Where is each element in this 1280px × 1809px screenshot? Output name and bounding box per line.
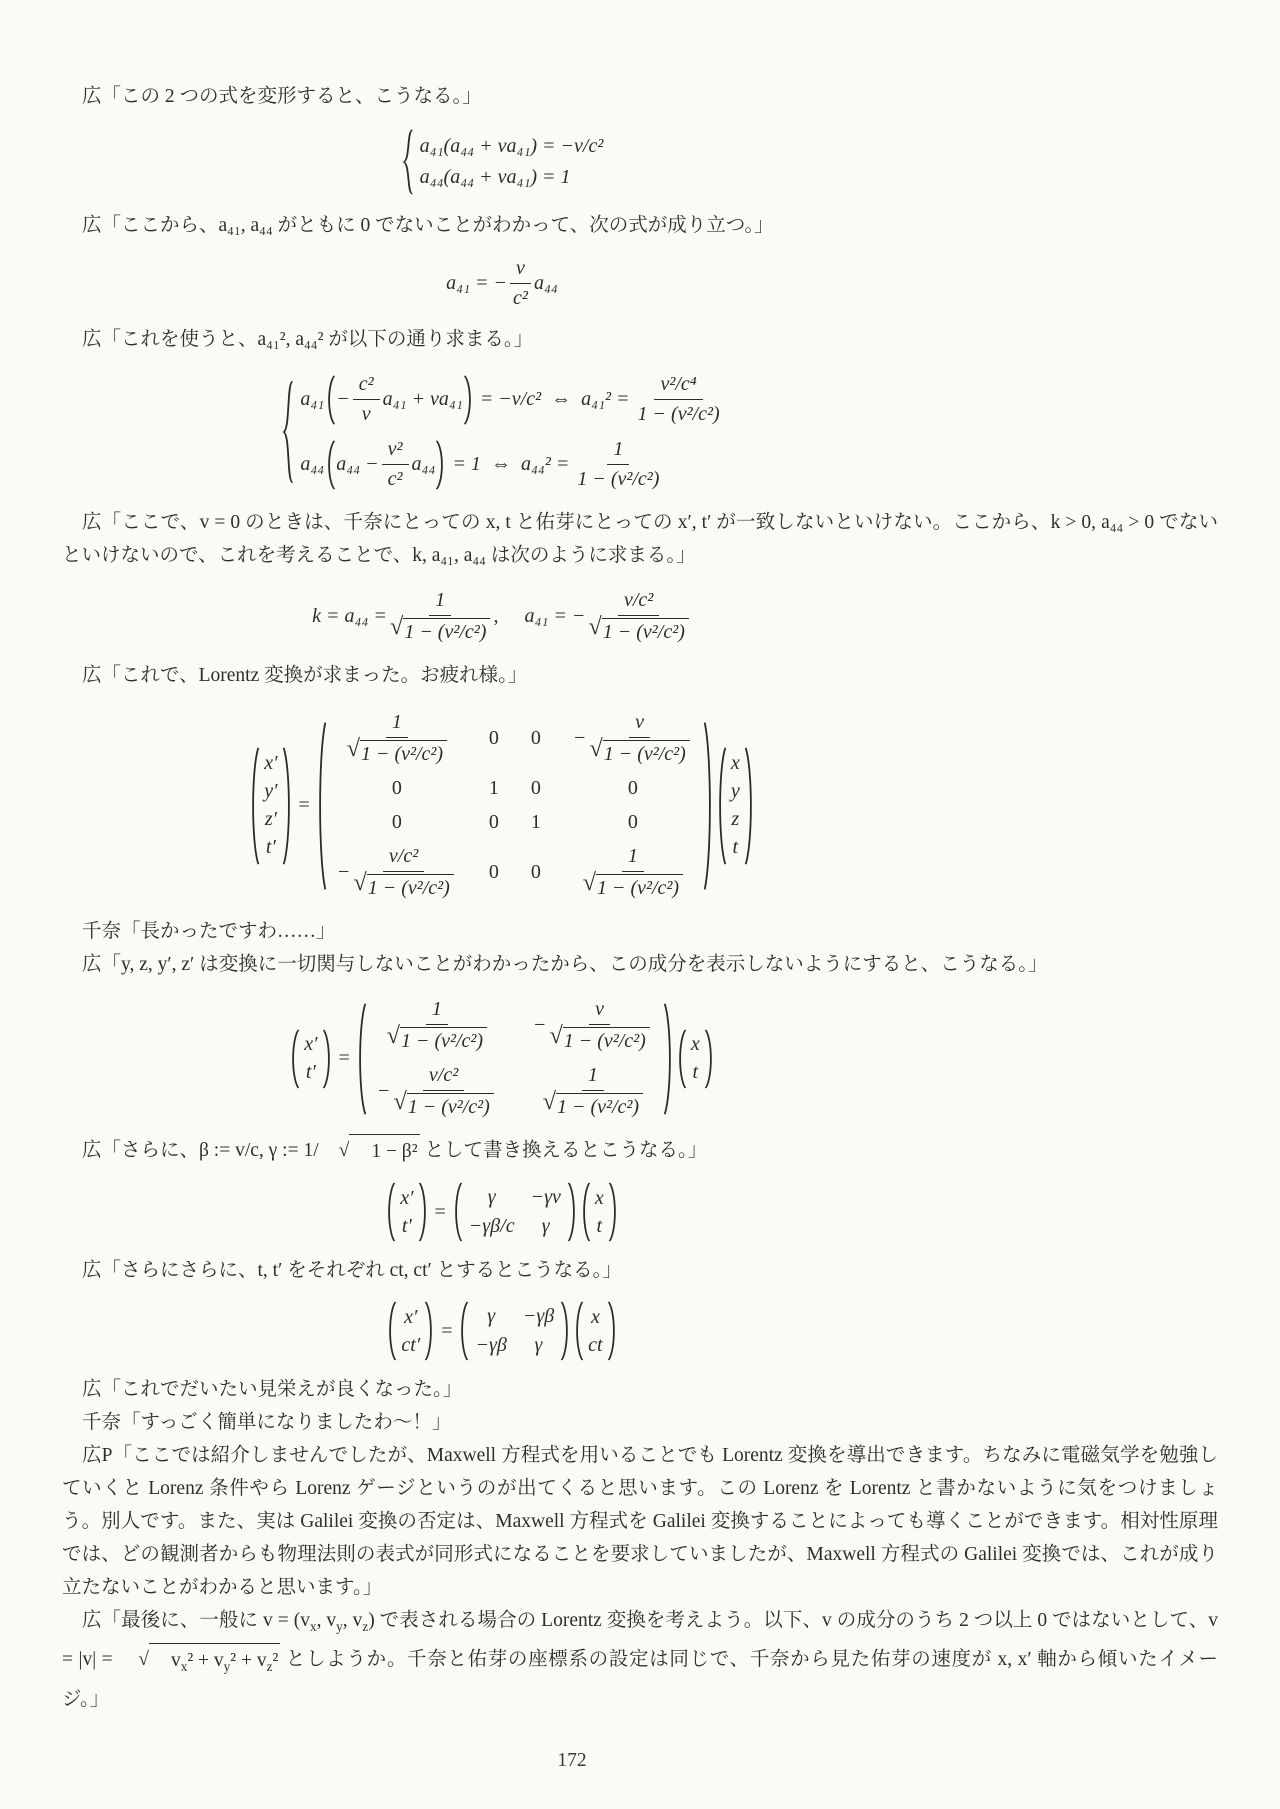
dialogue-line: 広「ここから、a₄₁, a₄₄ がともに 0 でないことがわかって、次の式が成り立つ。」 <box>82 215 774 236</box>
page-number: 172 <box>557 1749 587 1771</box>
right-paren-icon <box>703 720 715 892</box>
right-paren-icon <box>608 1182 620 1242</box>
square-root: √ 1 − (v²/c²) <box>390 618 491 645</box>
right-paren-icon <box>418 1182 430 1242</box>
dialogue-paragraph: 広P「ここでは紹介しませんでしたが、Maxwell 方程式を用いることでも Lorentz 変換を導出できます。ちなみに電磁気学を勉強していくと Lorenz 条件やら Lorenz ゲージというのが出てくると思います。この Lorenz を Lorentz と書かないように気をつけましょう。別人です。また、実は Galilei 変換の否定は、Maxwell 方程式を Galilei 変換することによっても導くことができます。相対性原理では、どの観測者からも物理法則の表式が同形式になることを要求していましたが、Maxwell 方程式の Galilei 変換では、これが成り立たないことがわかると思います。」 <box>62 1445 1218 1598</box>
equation-a41: a₄₁ = − $\frac{v}{\text{c²}}$ a₄₄ <box>446 257 558 309</box>
right-paren-icon <box>435 440 447 490</box>
right-paren-icon <box>744 746 756 866</box>
dialogue-line: 千奈「長かったですわ……」 <box>82 921 336 942</box>
equation: a₄₄ a₄₄ − $\frac{\text{v²}}{\text{c²}}$ a₄₄ = 1 ⇔ a₄₄² = $\frac{1}{\text{1 − (v²/c²)}}$ <box>300 438 660 490</box>
fraction: v √ 1 − (v²/c²) <box>589 710 690 767</box>
fraction: 1 √ 1 − (v²/c²) <box>390 588 491 645</box>
fraction: v √ 1 − (v²/c²) <box>549 997 650 1054</box>
dialogue-line: 広「y, z, y′, z′ は変換に一切関与しないことがわかったから、この成分を表示しないようにすると、こうなる。」 <box>82 954 1048 975</box>
fraction: 1 √ 1 − (v²/c²) <box>347 710 448 767</box>
matrix-4x4: 1 √ 1 − (v²/c²) 0 0 − v √ 1 − (v²/c²) 0 1 0 0 0 0 1 0 − v/c² √ 1 − (v²/c²) 0 0 1 √ 1 − (v²/c²) <box>327 710 703 901</box>
left-paren-icon <box>288 1029 300 1089</box>
left-paren-icon <box>324 440 336 490</box>
equation-k: k = a₄₄ = 1 √ 1 − (v²/c²) , a₄₁ = − v/c² √ 1 − (v²/c²) <box>62 588 942 645</box>
left-paren-icon <box>675 1029 687 1089</box>
square-root: √ $v_x^2 + v_y^2 + v_z^2$ <box>118 1643 280 1683</box>
dialogue-line: 広「さらにさらに、t, t′ をそれぞれ ct, ct′ とするとこうなる。」 <box>82 1260 622 1281</box>
dialogue-paragraph: 広「最後に、一般に $v = (v_x$, $v_y$, $v_z$) で表される場合の Lorentz 変換を考えよう。以下、v の成分のうち 2 つ以上 0 ではないとして、v = |v| = √ $v_x^2 + v_y^2 + v_z^2$ としようか。千奈と佑芽の座標系の設定は同じで、千奈から見た佑芽の速度が x, x′ 軸から傾いたイメージ。」 <box>62 1610 1219 1710</box>
dialogue-line: 広「さらに、β := v/c, γ := 1/ √ 1 − β² として書き換えるとこうなる。」 <box>62 1134 1218 1168</box>
left-paren-icon <box>451 1182 463 1242</box>
dialogue-paragraph: 広「ここで、v = 0 のときは、千奈にとっての x, t と佑芽にとっての x′, t′ が一致しないといけない。ここから、k > 0, a₄₄ > 0 でないといけないので、これを考えることで、k, a₄₁, a₄₄ は次のように求まる。」 <box>62 512 1218 566</box>
left-paren-icon <box>457 1301 469 1361</box>
right-paren-icon <box>282 746 294 866</box>
left-paren-icon <box>572 1301 584 1361</box>
matrix-entry: − v/c² √ 1 − (v²/c²) <box>337 844 457 901</box>
matrix-entry: − v/c² √ 1 − (v²/c²) <box>377 1063 497 1120</box>
square-root: √ 1 − (v²/c²) <box>588 618 689 645</box>
left-paren-icon <box>248 746 260 866</box>
right-paren-icon <box>424 1301 436 1361</box>
column-vector: x′ ct′ <box>401 1305 421 1356</box>
equation-gamma-1: x′ t′ = γ −γv −γβ/c γ x t <box>62 1182 942 1242</box>
equation: a₄₁(a₄₄ + va₄₁) = −v/c² <box>419 135 604 157</box>
left-paren-icon <box>355 1002 367 1116</box>
square-root: √ 1 − β² <box>319 1134 420 1168</box>
dialogue-line: 千奈「すっごく簡単になりましたわ〜！」 <box>82 1412 452 1433</box>
left-paren-icon <box>385 1301 397 1361</box>
dialogue-line: 広「これでだいたい見栄えが良くなった。」 <box>82 1379 463 1400</box>
left-paren-icon <box>324 375 336 425</box>
right-paren-icon <box>567 1182 579 1242</box>
fraction: v/c² √ 1 − (v²/c²) <box>353 844 454 901</box>
equation: a₄₁ − $\frac{\text{c²}}{v}$ a₄₁ + va₄₁ = −v/c² ⇔ a₄₁² = $\frac{\text{v²/c⁴}}{\text{1 − (v²/c²)}}$ <box>300 373 720 425</box>
fraction: $\frac{\text{v²/c⁴}}{\text{1 − (v²/c²)}}$ <box>637 373 720 425</box>
right-paren-icon <box>463 375 475 425</box>
right-paren-icon <box>704 1029 716 1089</box>
left-brace-icon <box>401 129 414 195</box>
matrix-2x2: γ −γv −γβ/c γ <box>468 1186 561 1237</box>
dialogue-line: 広「これを使うと、a₄₁², a₄₄² が以下の通り求まる。」 <box>82 329 534 350</box>
fraction: 1 √ 1 − (v²/c²) <box>387 997 488 1054</box>
matrix-2x2 <box>367 997 663 1120</box>
column-vector: x t <box>690 1033 700 1083</box>
column-vector: x′ y′ z′ t′ <box>264 752 278 858</box>
dialogue-line: 広「これで、Lorentz 変換が求まった。お疲れ様。」 <box>82 665 528 686</box>
column-vector: x′ t′ <box>400 1186 414 1237</box>
equation-system-1 <box>62 129 942 195</box>
equation: a₄₄(a₄₄ + va₄₁) = 1 <box>419 166 571 188</box>
right-paren-icon <box>663 1002 675 1116</box>
matrix-2x2: γ −γβ −γβ γ <box>475 1305 555 1356</box>
column-vector: x t <box>594 1186 604 1237</box>
right-paren-icon <box>607 1301 619 1361</box>
fraction: v/c² √ 1 − (v²/c²) <box>393 1063 494 1120</box>
fraction: v/c² √ 1 − (v²/c²) <box>588 588 689 645</box>
iff-symbol: ⇔ <box>490 453 511 475</box>
right-paren-icon <box>322 1029 334 1089</box>
fraction: $\frac{1}{\text{1 − (v²/c²)}}$ <box>577 438 660 490</box>
dialogue-line: 広「この 2 つの式を変形すると、こうなる。」 <box>82 86 482 107</box>
matrix-entry: − v √ 1 − (v²/c²) <box>573 710 693 767</box>
fraction: $\frac{\text{c²}}{v}$ <box>353 372 380 427</box>
left-paren-icon <box>579 1182 591 1242</box>
equation-system-2 <box>62 372 942 492</box>
fraction: $\frac{v}{\text{c²}}$ <box>510 256 531 311</box>
fraction: 1 √ 1 − (v²/c²) <box>583 844 684 901</box>
right-paren-icon <box>560 1301 572 1361</box>
matrix-entry: − v √ 1 − (v²/c²) <box>533 997 653 1054</box>
column-vector: x y z t <box>730 752 740 858</box>
equation-lorentz-2x2: x′ t′ = 1 √ 1 − (v²/c²) − v √ 1 − (v²/c²) − v/c² √ 1 − (v²/c²) 1 √ 1 − (v²/c²) x t <box>62 997 942 1120</box>
column-vector: x ct <box>588 1305 603 1356</box>
fraction: $\frac{\text{v²}}{\text{c²}}$ <box>382 437 409 492</box>
left-brace-icon <box>281 380 294 484</box>
left-paren-icon <box>384 1182 396 1242</box>
left-paren-icon <box>315 720 327 892</box>
fraction: 1 √ 1 − (v²/c²) <box>543 1063 644 1120</box>
column-vector: x′ t′ <box>304 1033 318 1083</box>
left-paren-icon <box>715 746 727 866</box>
equation-lorentz-4x4: x′ y′ z′ t′ = 1 √ 1 − (v²/c²) 0 0 − v √ 1 − (v²/c²) 0 1 0 0 0 0 1 0 − v/c² √ 1 − (v²/c²) 0 0 1 √ 1 − (v²/c²) x y z t <box>62 710 942 901</box>
iff-symbol: ⇔ <box>551 388 572 410</box>
equation-gamma-2: x′ ct′ = γ −γβ −γβ γ x ct <box>62 1301 942 1361</box>
